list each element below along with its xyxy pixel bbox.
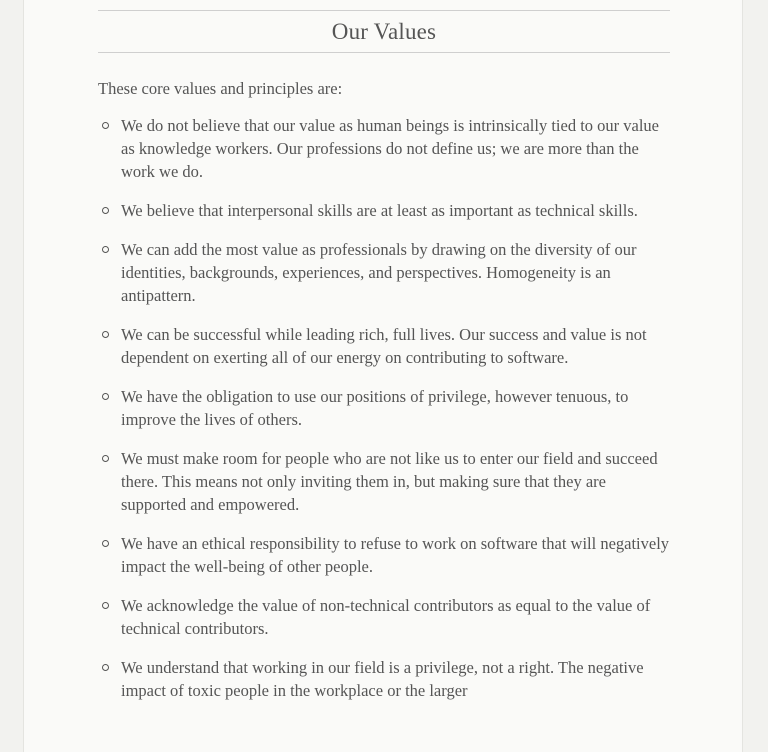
list-item-text: We acknowledge the value of non-technical contributors as equal to the value of technical contributors. [121,596,651,638]
values-list [98,114,670,702]
list-item-text: We have the obligation to use our positions of privilege, however tenuous, to improve the lives of others. [121,387,629,429]
title-bottom-rule [98,52,670,53]
circle-bullet-icon [102,393,109,400]
circle-bullet-icon [102,207,109,214]
list-item [98,199,670,222]
list-item-text: We have an ethical responsibility to refuse to work on software that will negatively impact the well-being of other people. [121,534,670,576]
list-item [98,447,670,516]
section-title: Our Values [331,19,437,44]
content-column [98,0,670,718]
list-item [98,323,670,369]
circle-bullet-icon [102,122,109,129]
circle-bullet-icon [102,331,109,338]
page-container [23,0,743,752]
circle-bullet-icon [102,246,109,253]
circle-bullet-icon [102,540,109,547]
list-item [98,114,670,183]
list-item [98,594,670,640]
list-item-text: We can be successful while leading rich, full lives. Our success and value is not dependent on exerting all of our energy on contributing to software. [121,325,647,367]
list-item-text: We must make room for people who are not like us to enter our field and succeed there. This means not only inviting them in, but making sure that they are supported and empowered. [121,449,658,514]
list-item [98,656,670,702]
list-item-text: We can add the most value as professionals by drawing on the diversity of our identities, backgrounds, experiences, and perspectives. Homogeneity is an antipattern. [121,240,637,305]
list-item-text: We understand that working in our field is a privilege, not a right. The negative impact of toxic people in the workplace or the larger [121,658,644,700]
list-item [98,238,670,307]
list-item [98,385,670,431]
list-item-text: We do not believe that our value as human beings is intrinsically tied to our value as knowledge workers. Our professions do not define us; we are more than the work we do. [121,116,659,181]
list-item [98,532,670,578]
circle-bullet-icon [102,602,109,609]
list-item-text: We believe that interpersonal skills are at least as important as technical skills. [121,201,638,220]
circle-bullet-icon [102,664,109,671]
circle-bullet-icon [102,455,109,462]
intro-text: These core values and principles are: [98,79,343,98]
